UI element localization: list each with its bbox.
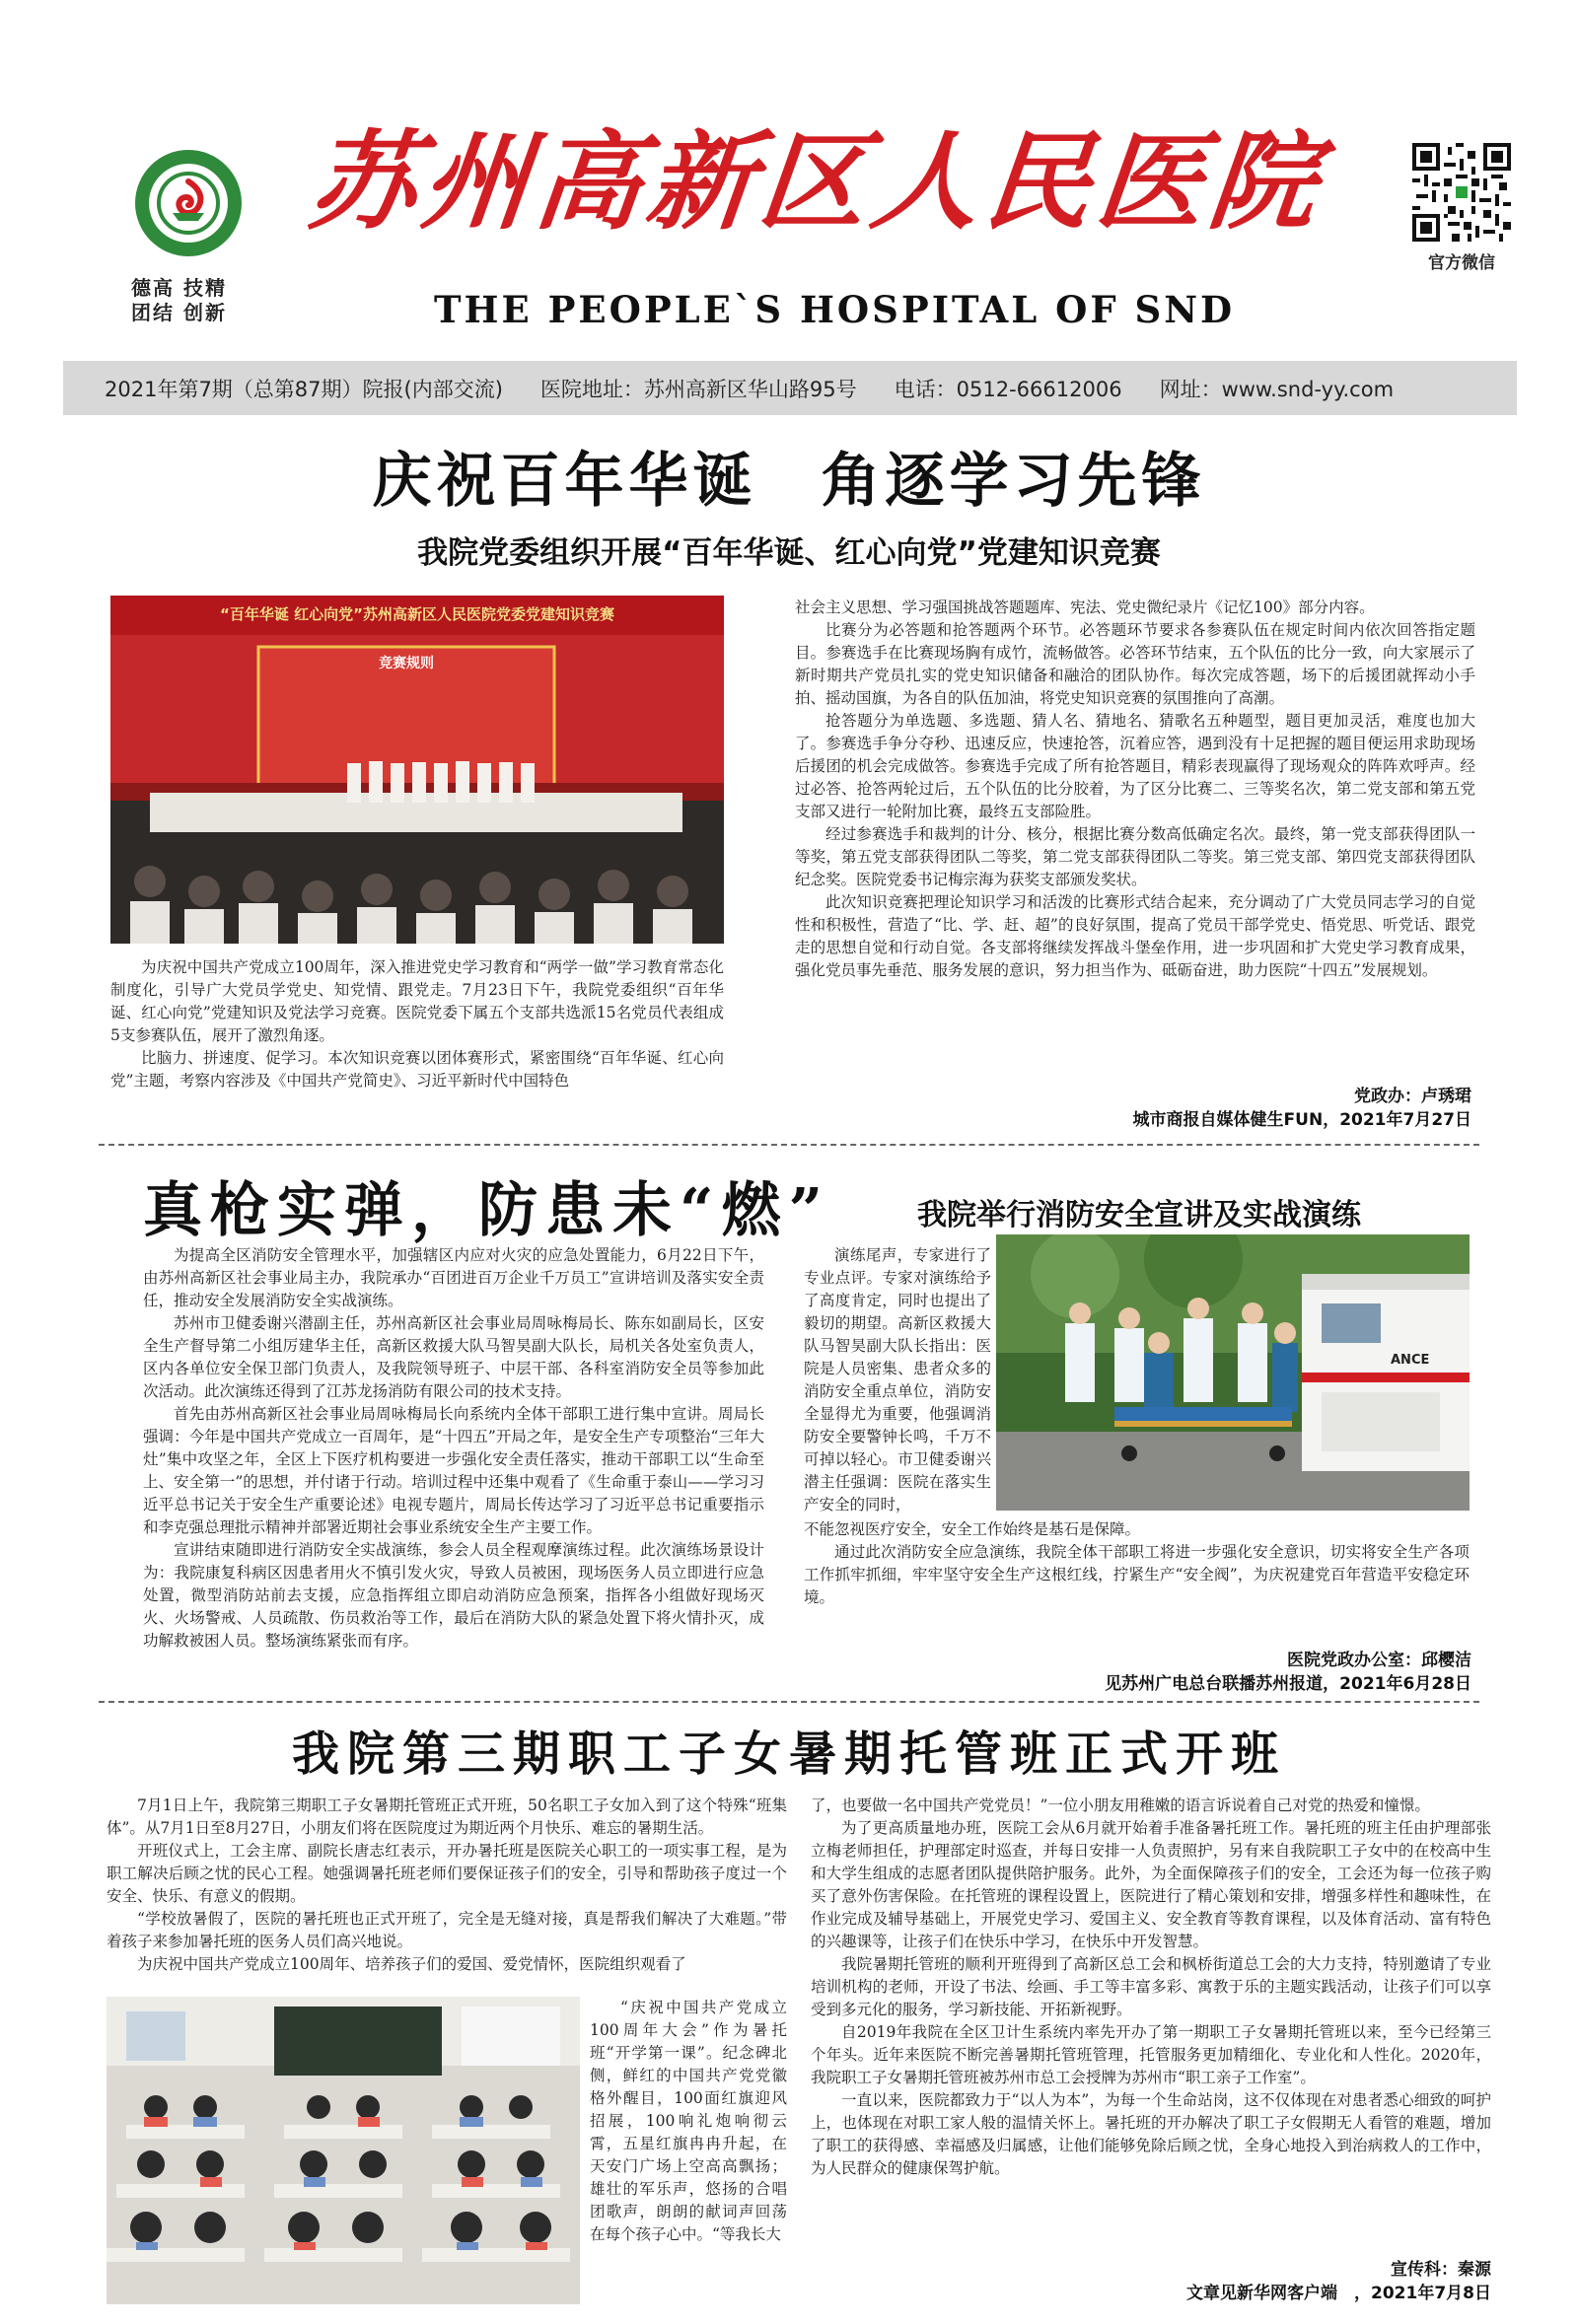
article2-left-column bbox=[143, 1244, 764, 1653]
article2-right-bottom-paragraph: 不能忽视医疗安全，安全工作始终是基石是保障。 bbox=[804, 1520, 1141, 1538]
article3-right-column bbox=[811, 1795, 1491, 2180]
article3-left-paragraph: 为庆祝中国共产党成立100周年、培养孩子们的爱国、爱党情怀，医院组织观看了 bbox=[137, 1955, 686, 1973]
article1-left-paragraph: 为庆祝中国共产党成立100周年，深入推进党史学习教育和“两学一做”学习教育常态化制度化，引导广大党员学党史、知党情、跟党走。7月23日下午，我院党委组织“百年华诞、红心向党”党建知识及党法学习竞赛。医院党委下属五个支部共选派15名党员代表组成5支参赛队伍，展开了激烈角逐。 bbox=[110, 958, 724, 1044]
article1-right-paragraph: 此次知识竞赛把理论知识学习和活泼的比赛形式结合起来，充分调动了广大党员同志学习的自觉性和积极性，营造了“比、学、赶、超”的良好氛围，提高了党员干部学党史、悟党思、听党话、跟党走的思想自觉和行动自觉。各支部将继续发挥战斗堡垒作用，进一步巩固和扩大党史学习教育成果，强化党员事先垂范、服务发展的意识，努力担当作为、砥砺奋进，助力医院“十四五”发展规划。 bbox=[795, 893, 1475, 979]
article2-left-paragraph: 为提高全区消防安全管理水平，加强辖区内应对火灾的应急处置能力，6月22日下午，由苏州高新区社会事业局主办，我院承办“百团进百万企业千万员工”宣讲培训及落实安全责任，推动安全发展消防安全实战演练。 bbox=[143, 1246, 764, 1309]
hospital-address: 医院地址：苏州高新区华山路95号 bbox=[539, 377, 857, 401]
knowledge-contest-photo bbox=[110, 596, 724, 944]
newspaper-title-chinese: 苏州高新区人民医院 bbox=[303, 120, 1329, 245]
issue-number: 2021年第7期（总第87期）院报(内部交流) bbox=[105, 377, 503, 401]
motto-line-2: 团结 创新 bbox=[131, 301, 227, 324]
article1-left-paragraph: 比脑力、拼速度、促学习。本次知识竞赛以团体赛形式，紧密围绕“百年华诞、红心向党”主题，考察内容涉及《中国共产党简史》、习近平新时代中国特色 bbox=[110, 1049, 724, 1090]
summer-class-photo bbox=[107, 1997, 580, 2304]
hospital-logo-icon bbox=[133, 148, 244, 258]
section-divider bbox=[99, 1144, 1479, 1146]
article3-left-paragraph: 开班仪式上，工会主席、副院长唐志红表示，开办暑托班是医院关心职工的一项实事工程，是为职工解决后顾之忧的民心工程。她强调暑托班老师们要保证孩子们的安全，引导和帮助孩子度过一个安全、快乐、有意义的假期。 bbox=[107, 1842, 787, 1905]
classroom-illustration bbox=[107, 1997, 580, 2304]
article2-source: 见苏州广电总台联播苏州报道，2021年6月28日 bbox=[1105, 1674, 1471, 1694]
article2-subheadline: 我院举行消防安全宣讲及实战演练 bbox=[917, 1198, 1361, 1232]
newspaper-title-english: THE PEOPLE`S HOSPITAL OF SND bbox=[434, 288, 1236, 331]
article1-subheadline: 我院党委组织开展“百年华诞、红心向党”党建知识竞赛 bbox=[417, 535, 1161, 571]
article1-headline: 庆祝百年华诞 角逐学习先锋 bbox=[372, 447, 1206, 516]
article1-right-paragraph: 抢答题分为单选题、多选题、猜人名、猜地名、猜歌名五种题型，题目更加灵活，难度也加大了。参赛选手争分夺秒、迅速反应，快速抢答，沉着应答，遇到没有十足把握的题目便运用求助现场后援团的机会完成做答。参赛选手完成了所有抢答题目，精彩表现赢得了现场观众的阵阵欢呼声。经过必答、抢答两轮过后，五个队伍的比分胶着，为了区分比赛二、三等奖名次，第二党支部和第五党支部又进行一轮附加比赛，最终五支部险胜。 bbox=[795, 712, 1475, 820]
ambulance-lettering: ANCE bbox=[1391, 1353, 1430, 1368]
hospital-motto bbox=[131, 276, 250, 325]
masthead bbox=[0, 0, 1578, 355]
contest-banner-text: “百年华诞 红心向党”苏州高新区人民医院党委党建知识竞赛 bbox=[220, 605, 614, 623]
article2-byline bbox=[986, 1649, 1471, 1696]
contest-stage-illustration bbox=[110, 596, 724, 944]
article3-left-paragraph: “学校放暑假了，医院的暑托班也正式开班了，完全是无缝对接，真是帮我们解决了大难题。”带着孩子来参加暑托班的医务人员们高兴地说。 bbox=[107, 1910, 787, 1950]
article2-right-bottom-paragraph: 通过此次消防安全应急演练，我院全体干部职工将进一步强化安全意识，切实将安全生产各项工作抓牢抓细，牢牢坚守安全生产这根红线，拧紧生产“安全阀”，为庆祝建党百年营造平安稳定环境。 bbox=[804, 1543, 1470, 1606]
article3-byline bbox=[986, 2258, 1491, 2305]
article3-author: 宣传科：秦源 bbox=[1391, 2260, 1491, 2280]
article2-right-top-column bbox=[804, 1244, 991, 1516]
fire-drill-photo bbox=[996, 1234, 1470, 1511]
article3-source: 文章见新华网客户端 ，2021年7月8日 bbox=[1186, 2284, 1491, 2303]
contest-screen-title: 竞赛规则 bbox=[379, 656, 434, 671]
section-divider bbox=[99, 1701, 1479, 1703]
qr-code-label: 官方微信 bbox=[1428, 253, 1495, 273]
article1-right-paragraph: 经过参赛选手和裁判的计分、核分，根据比赛分数高低确定名次。最终，第一党支部获得团队一等奖，第五党支部获得团队二等奖，第二党支部获得团队二等奖。第三党支部、第四党支部获得团队纪念奖。医院党委书记梅宗海为获奖支部颁发奖状。 bbox=[795, 825, 1475, 888]
article1-right-paragraph: 社会主义思想、学习强国挑战答题题库、宪法、党史微纪录片《记忆100》部分内容。 bbox=[795, 599, 1375, 616]
article2-author: 医院党政办公室：邱樱洁 bbox=[1287, 1651, 1471, 1670]
article2-left-paragraph: 宣讲结束随即进行消防安全实战演练，参会人员全程观摩演练过程。此次演练场景设计为：我院康复科病区因患者用火不慎引发火灾，导致人员被困，现场医务人员立即进行应急处置，微型消防站前去支援，应急指挥组立即启动消防应急预案，指挥各小组做好现场灭火、火场警戒、人员疏散、伤员救治等工作，最后在消防大队的紧急处置下将火情扑灭，成功解救被困人员。整场演练紧张而有序。 bbox=[143, 1541, 764, 1650]
article2-right-bottom-column bbox=[804, 1518, 1470, 1609]
hospital-website: 网址：www.snd-yy.com bbox=[1159, 377, 1395, 401]
article3-right-paragraph: 我院暑期托管班的顺利开班得到了高新区总工会和枫桥街道总工会的大力支持，特别邀请了专业培训机构的老师，开设了书法、绘画、手工等丰富多彩、寓教于乐的主题实践活动，让孩子们可以享受到多元化的服务，学习新技能、开拓新视野。 bbox=[811, 1955, 1491, 2018]
motto-line-1: 德高 技精 bbox=[131, 276, 227, 300]
article3-right-paragraph: 为了更高质量地办班，医院工会从6月就开始着手准备暑托班工作。暑托班的班主任由护理部张立梅老师担任，护理部定时巡查，并每日安排一人负责照护，另有来自我院职工子女中的在校高中生和大学生组成的志愿者团队提供陪护服务。此外，为全面保障孩子们的安全，工会还为每一位孩子购买了意外伤害保险。在托管班的课程设置上，医院进行了精心策划和安排，增强多样性和趣味性，在作业完成及辅导基础上，开展党史学习、爱国主义、安全教育等教育课程，以及体育活动、富有特色的兴趣课等，让孩子们在快乐中学习，在快乐中开发智慧。 bbox=[811, 1819, 1491, 1950]
article2-headline: 真枪实弹，防患未“燃” bbox=[143, 1176, 831, 1245]
article3-headline: 我院第三期职工子女暑期托管班正式开班 bbox=[291, 1726, 1286, 1782]
article2-left-paragraph: 首先由苏州高新区社会事业局周咏梅局长向系统内全体干部职工进行集中宣讲。周局长强调：今年是中国共产党成立一百周年，是“十四五”开局之年，是安全生产专项整治“三年大灶”集中攻坚之年，全区上下医疗机构要进一步强化安全责任落实，推动干部职工以“生命至上、安全第一”的思想，并付诸于行动。培训过程中还集中观看了《生命重于泰山——学习习近平总书记关于安全生产重要论述》电视专题片，周局长传达学习了习近平总书记重要指示和李克强总理批示精神并部署近期社会事业系统安全生产主要工作。 bbox=[143, 1405, 764, 1536]
article2-left-paragraph: 苏州市卫健委谢兴潜副主任，苏州高新区社会事业局周咏梅局长、陈东如副局长，区安全生产督导第二小组厉建华主任，高新区救援大队马智昊副大队长，局机关各处室负责人，区内各单位安全保卫部门负责人，及我院领导班子、中层干部、各科室消防安全员等参加此次活动。此次演练还得到了江苏龙扬消防有限公司的技术支持。 bbox=[143, 1314, 764, 1400]
fire-drill-illustration bbox=[996, 1234, 1470, 1511]
article2-right-top-paragraph: 演练尾声，专家进行了专业点评。专家对演练给予了高度肯定，同时也提出了毅切的期望。高新区救援大队马智昊副大队长指出：医院是人员密集、患者众多的消防安全重点单位，消防安全显得尤为重要，他强调消防安全要警钟长鸣，千万不可掉以轻心。市卫健委谢兴潜主任强调：医院在落实生产安全的同时， bbox=[804, 1246, 991, 1514]
article1-left-column bbox=[110, 956, 724, 1092]
article3-photo-side-column bbox=[590, 1997, 787, 2246]
article3-left-column bbox=[107, 1795, 787, 1976]
article1-right-column bbox=[795, 597, 1475, 982]
hospital-phone: 电话：0512-66612006 bbox=[894, 377, 1122, 401]
article3-right-paragraph: 一直以来，医院都致力于“以人为本”，为每一个生命站岗，这不仅体现在对患者悉心细致的呵护上，也体现在对职工家人般的温情关怀上。暑托班的开办解决了职工子女假期无人看管的难题，增加了职工的获得感、幸福感及归属感，让他们能够免除后顾之忧，全身心地投入到治病救人的工作中，为人民群众的健康保驾护航。 bbox=[811, 2091, 1491, 2177]
article1-author: 党政办：卢琇珺 bbox=[1354, 1087, 1471, 1106]
article1-right-paragraph: 比赛分为必答题和抢答题两个环节。必答题环节要求各参赛队伍在规定时间内依次回答指定题目。参赛选手在比赛现场胸有成竹，流畅做答。必答环节结束，五个队伍的比分一致，向大家展示了新时期共产党员扎实的党史知识储备和融洽的团队协作。每次完成答题，场下的后援团就挥动小手拍、摇动国旗，为各自的队伍加油，将党史知识竞赛的氛围推向了高潮。 bbox=[795, 621, 1475, 707]
article3-left-paragraph: 7月1日上午，我院第三期职工子女暑期托管班正式开班，50名职工子女加入到了这个特殊“班集体”。从7月1日至8月27日，小朋友们将在医院度过为期近两个月快乐、难忘的暑期生活。 bbox=[107, 1796, 787, 1837]
wechat-qr-code-icon bbox=[1412, 143, 1511, 242]
article3-photo-side-paragraph: “庆祝中国共产党成立100周年大会”作为暑托班“开学第一课”。纪念碑北侧，鲜红的中国共产党党徽格外醒目，100面红旗迎风招展，100响礼炮响彻云霄，五星红旗冉冉升起，在天安门广场上空高高飘扬；雄壮的军乐声，悠扬的合唱团歌声，朗朗的献词声回荡在每个孩子心中。“等我长大 bbox=[590, 1999, 787, 2243]
issue-info-bar bbox=[63, 361, 1517, 415]
article1-byline bbox=[986, 1085, 1471, 1132]
article1-source: 城市商报自媒体健生FUN，2021年7月27日 bbox=[1132, 1110, 1471, 1130]
article3-right-paragraph: 自2019年我院在全区卫计生系统内率先开办了第一期职工子女暑期托管班以来，至今已经第三个年头。近年来医院不断完善暑期托管班管理，托管服务更加精细化、专业化和人性化。2020年，我院职工子女暑期托管班被苏州市总工会授牌为苏州市“职工亲子工作室”。 bbox=[811, 2023, 1491, 2086]
article3-right-paragraph: 了，也要做一名中国共产党党员！”一位小朋友用稚嫩的语言诉说着自己对党的热爱和憧憬。 bbox=[811, 1796, 1430, 1814]
